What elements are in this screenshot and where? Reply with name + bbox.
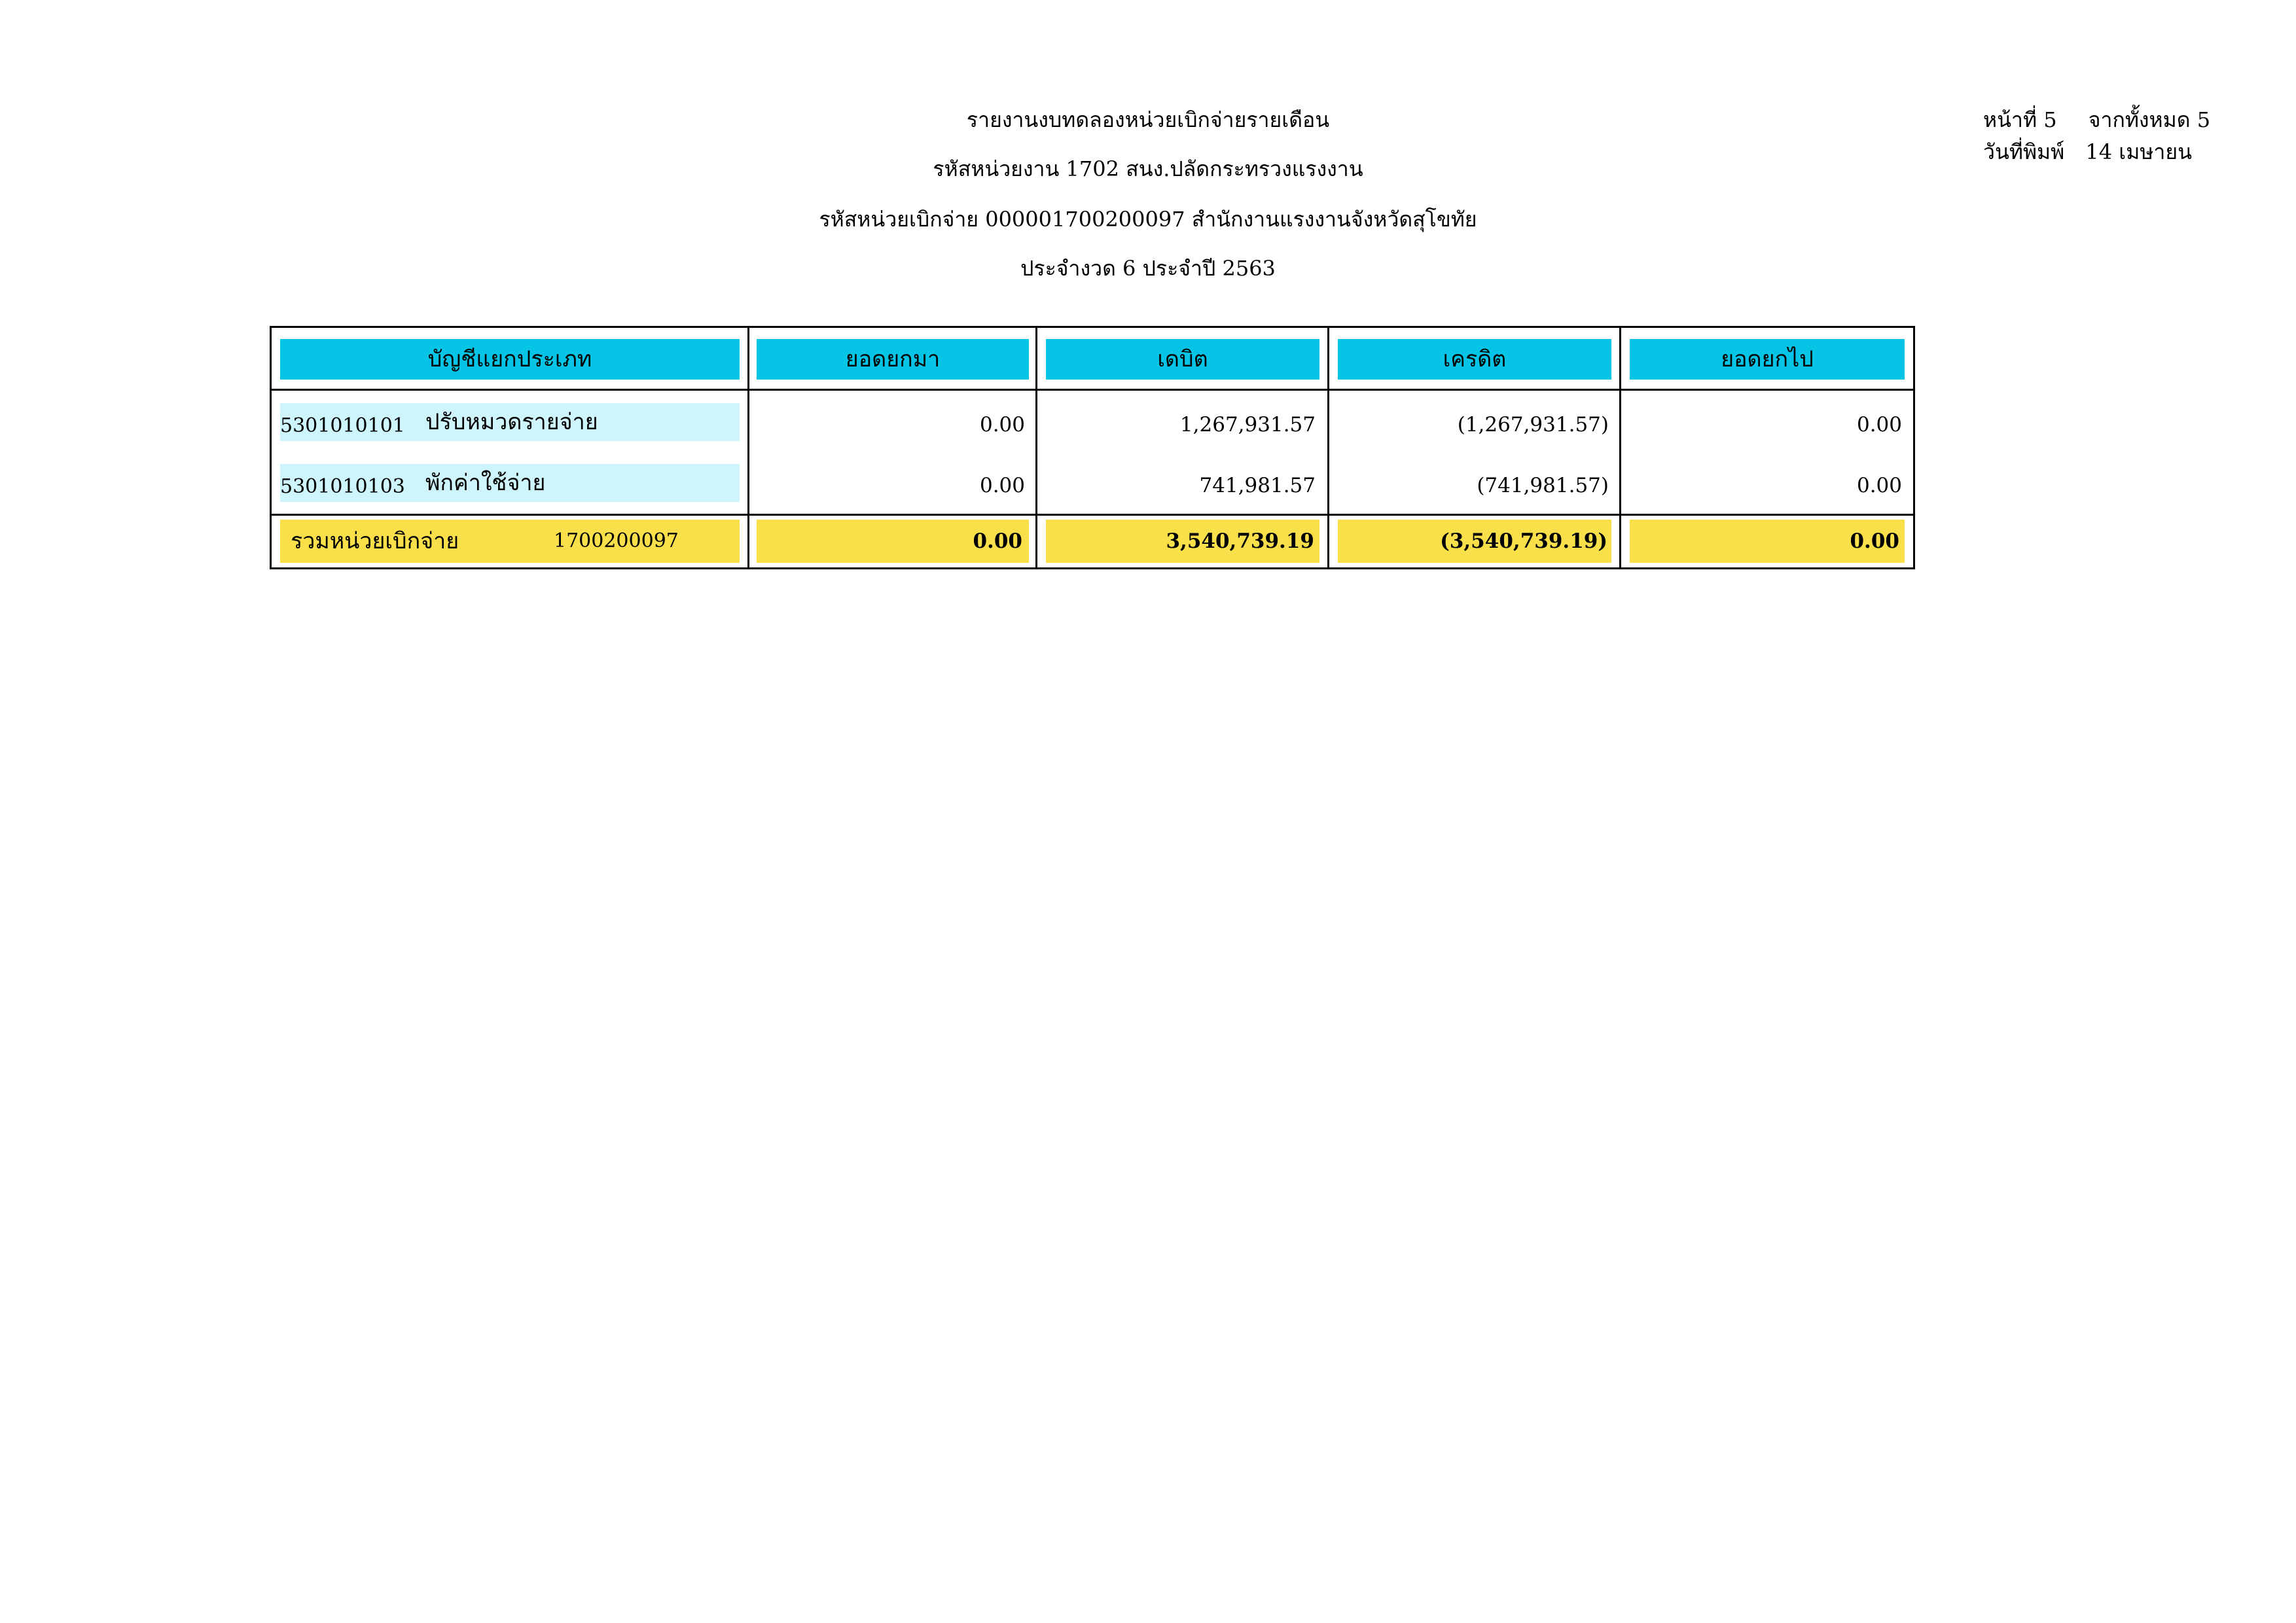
col-divider	[1913, 326, 1915, 569]
print-date: 14 เมษายน	[2085, 139, 2192, 164]
col-divider	[747, 326, 749, 569]
total-pages-label: จากทั้งหมด	[2088, 107, 2191, 132]
print-date-info	[1983, 137, 2192, 166]
page-number-info	[1983, 105, 2210, 134]
table-border-top	[270, 326, 1915, 328]
total-debit-value: 3,540,739.19	[1166, 529, 1314, 553]
col-divider	[1035, 326, 1037, 569]
debit-value: 1,267,931.57	[1179, 413, 1316, 437]
account-name: ปรับหมวดรายจ่าย	[425, 409, 598, 435]
account-name: พักค่าใช้จ่าย	[425, 470, 546, 496]
column-header-brought-forward: ยอดยกมา	[757, 339, 1029, 380]
account-code: 5301010101	[280, 414, 405, 437]
col-divider	[1619, 326, 1621, 569]
brought-forward-value: 0.00	[979, 474, 1025, 497]
total-carried-forward-value: 0.00	[1850, 529, 1899, 553]
total-credit-value: (3,540,739.19)	[1440, 529, 1607, 553]
column-header-credit: เครดิต	[1338, 339, 1611, 380]
total-brought-forward-value: 0.00	[973, 529, 1022, 553]
print-date-label: วันที่พิมพ์	[1983, 139, 2065, 164]
carried-forward-value: 0.00	[1856, 413, 1902, 437]
brought-forward-value: 0.00	[979, 413, 1025, 437]
table-border-bottom	[270, 567, 1915, 569]
page-label: หน้าที่	[1983, 107, 2037, 132]
total-label: รวมหน่วยเบิกจ่าย	[291, 528, 459, 554]
credit-value: (741,981.57)	[1477, 474, 1609, 497]
col-divider	[270, 326, 272, 569]
table-header-divider	[270, 389, 1915, 391]
agency-line: รหัสหน่วยงาน 1702 สนง.ปลัดกระทรวงแรงงาน	[933, 156, 1363, 181]
report-title: รายงานงบทดลองหน่วยเบิกจ่ายรายเดือน	[966, 107, 1330, 132]
account-code: 5301010103	[280, 475, 405, 498]
table-total-divider	[270, 514, 1915, 516]
carried-forward-value: 0.00	[1856, 474, 1902, 497]
column-header-debit: เดบิต	[1046, 339, 1319, 380]
column-header-account: บัญชีแยกประเภท	[280, 339, 740, 380]
page-number: 5	[2043, 107, 2057, 132]
debit-value: 741,981.57	[1199, 474, 1316, 497]
period-line: ประจำงวด 6 ประจำปี 2563	[1020, 256, 1276, 281]
total-pages: 5	[2197, 107, 2211, 132]
col-divider	[1327, 326, 1329, 569]
credit-value: (1,267,931.57)	[1457, 413, 1609, 437]
column-header-carried-forward: ยอดยกไป	[1630, 339, 1905, 380]
trial-balance-table	[270, 326, 1915, 569]
disbursing-unit-line: รหัสหน่วยเบิกจ่าย 000001700200097 สำนักงานแรงงานจังหวัดสุโขทัย	[819, 207, 1477, 232]
total-unit-code: 1700200097	[554, 529, 679, 552]
